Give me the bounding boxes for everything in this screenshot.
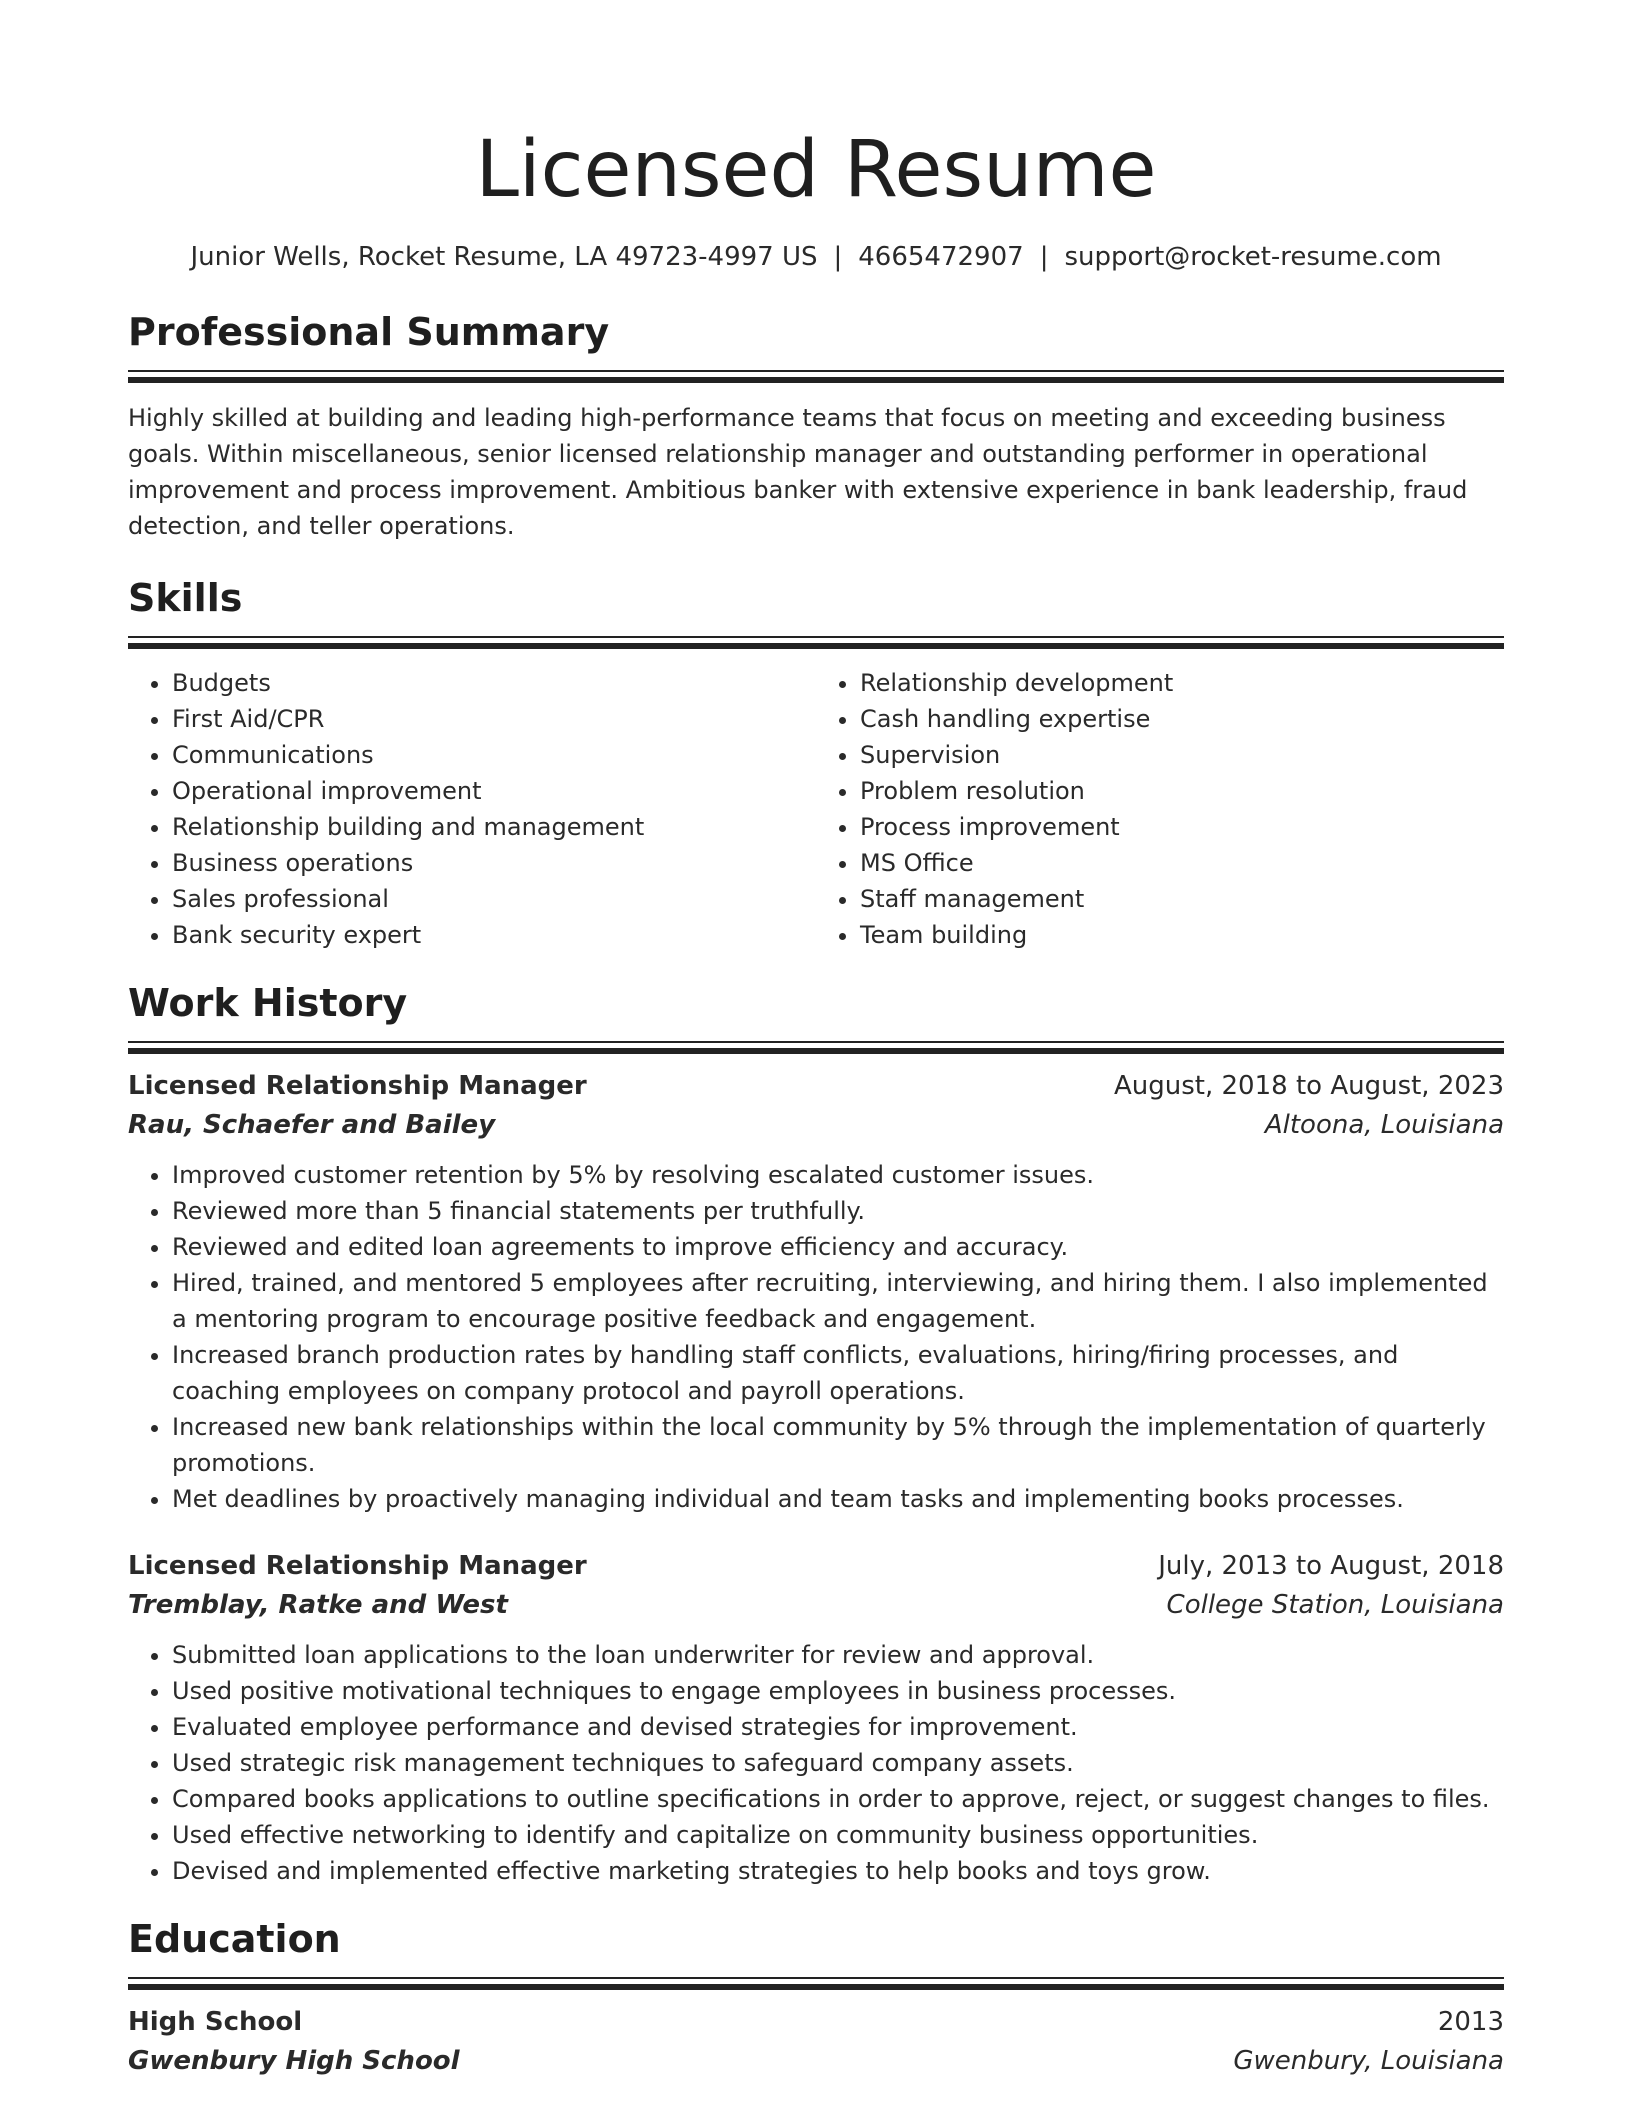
contact-separator: | bbox=[833, 242, 843, 272]
job-header bbox=[128, 1547, 1504, 1585]
skills-section bbox=[128, 574, 1504, 953]
skills-columns bbox=[128, 665, 1504, 953]
education-school: Gwenbury High School bbox=[128, 2046, 460, 2076]
skill-item: • Business operations bbox=[172, 845, 816, 881]
skills-list-right bbox=[816, 665, 1504, 953]
skill-item: • Process improvement bbox=[860, 809, 1504, 845]
section-divider bbox=[128, 1977, 1504, 1991]
job-bullets bbox=[128, 1637, 1504, 1889]
education-header bbox=[128, 2003, 1504, 2041]
work-section bbox=[128, 979, 1504, 1889]
skill-item: • Budgets bbox=[172, 665, 816, 701]
summary-section bbox=[128, 308, 1504, 544]
education-section bbox=[128, 1915, 1504, 2081]
skill-item: • Bank security expert bbox=[172, 917, 816, 953]
skill-item: • Supervision bbox=[860, 737, 1504, 773]
job-bullet: • Evaluated employee performance and devised strategies for improvement. bbox=[172, 1709, 1504, 1745]
job-bullet: • Devised and implemented effective marketing strategies to help books and toys grow. bbox=[172, 1853, 1504, 1889]
job-company: Rau, Schaefer and Bailey bbox=[128, 1110, 496, 1140]
resume-page bbox=[128, 0, 1504, 2081]
skill-item: • Sales professional bbox=[172, 881, 816, 917]
contact-line bbox=[128, 240, 1504, 274]
education-year: 2013 bbox=[1437, 2007, 1504, 2037]
education-location: Gwenbury, Louisiana bbox=[1233, 2046, 1504, 2076]
education-degree: High School bbox=[128, 2007, 303, 2037]
skill-item: • Problem resolution bbox=[860, 773, 1504, 809]
section-title-summary: Professional Summary bbox=[128, 310, 610, 354]
job-location: Altoona, Louisiana bbox=[1264, 1110, 1504, 1140]
skill-item: • Cash handling expertise bbox=[860, 701, 1504, 737]
job-bullet: • Reviewed more than 5 financial statements per truthfully. bbox=[172, 1193, 1504, 1229]
job-entry bbox=[128, 1067, 1504, 1517]
job-company: Tremblay, Ratke and West bbox=[128, 1590, 508, 1620]
skill-item: • Communications bbox=[172, 737, 816, 773]
job-bullet: • Used positive motivational techniques to engage employees in business processes. bbox=[172, 1673, 1504, 1709]
job-bullets bbox=[128, 1157, 1504, 1517]
job-bullet: • Hired, trained, and mentored 5 employees after recruiting, interviewing, and hiring them. I also implemented a mentoring program to encourage positive feedback and engagement. bbox=[172, 1265, 1504, 1337]
education-subheader bbox=[128, 2041, 1504, 2081]
contact-separator: | bbox=[1039, 242, 1049, 272]
section-title-education: Education bbox=[128, 1917, 341, 1961]
section-title-skills: Skills bbox=[128, 576, 243, 620]
education-entry bbox=[128, 2003, 1504, 2081]
job-bullet: • Compared books applications to outline specifications in order to approve, reject, or suggest changes to files. bbox=[172, 1781, 1504, 1817]
job-bullet: • Used strategic risk management techniques to safeguard company assets. bbox=[172, 1745, 1504, 1781]
skill-item: • Team building bbox=[860, 917, 1504, 953]
job-subheader bbox=[128, 1105, 1504, 1145]
contact-address: Junior Wells, Rocket Resume, LA 49723-4997 US bbox=[190, 242, 818, 272]
resume-name: Licensed Resume bbox=[475, 125, 1157, 215]
job-dates: August, 2018 to August, 2023 bbox=[1114, 1071, 1504, 1101]
skill-item: • Relationship building and management bbox=[172, 809, 816, 845]
contact-email[interactable]: support@rocket-resume.com bbox=[1064, 242, 1442, 272]
skill-item: • Relationship development bbox=[860, 665, 1504, 701]
section-divider bbox=[128, 636, 1504, 650]
job-bullet: • Increased new bank relationships within the local community by 5% through the implementation of quarterly promotions. bbox=[172, 1409, 1504, 1481]
job-title: Licensed Relationship Manager bbox=[128, 1071, 587, 1101]
job-bullet: • Improved customer retention by 5% by resolving escalated customer issues. bbox=[172, 1157, 1504, 1193]
job-bullet: • Met deadlines by proactively managing individual and team tasks and implementing books processes. bbox=[172, 1481, 1504, 1517]
skill-item: • Operational improvement bbox=[172, 773, 816, 809]
job-location: College Station, Louisiana bbox=[1166, 1590, 1504, 1620]
section-divider bbox=[128, 370, 1504, 384]
job-title: Licensed Relationship Manager bbox=[128, 1551, 587, 1581]
job-bullet: • Increased branch production rates by handling staff conflicts, evaluations, hiring/firing processes, and coaching employees on company protocol and payroll operations. bbox=[172, 1337, 1504, 1409]
contact-phone: 4665472907 bbox=[858, 242, 1024, 272]
skill-item: • MS Office bbox=[860, 845, 1504, 881]
job-dates: July, 2013 to August, 2018 bbox=[1158, 1551, 1504, 1581]
section-title-work: Work History bbox=[128, 981, 408, 1025]
section-divider bbox=[128, 1041, 1504, 1055]
skills-list-left bbox=[128, 665, 816, 953]
job-bullet: • Submitted loan applications to the loan underwriter for review and approval. bbox=[172, 1637, 1504, 1673]
job-header bbox=[128, 1067, 1504, 1105]
job-bullet: • Used effective networking to identify and capitalize on community business opportunities. bbox=[172, 1817, 1504, 1853]
skill-item: • First Aid/CPR bbox=[172, 701, 816, 737]
job-entry bbox=[128, 1547, 1504, 1889]
summary-text: Highly skilled at building and leading high-performance teams that focus on meeting and exceeding business goals. Within miscellaneous, senior licensed relationship manager and outstanding performer in operational improvement and process improvement. Ambitious banker with extensive experience in bank leadership, fraud detection, and teller operations. bbox=[128, 404, 1468, 540]
skill-item: • Staff management bbox=[860, 881, 1504, 917]
job-subheader bbox=[128, 1585, 1504, 1625]
job-bullet: • Reviewed and edited loan agreements to improve efficiency and accuracy. bbox=[172, 1229, 1504, 1265]
